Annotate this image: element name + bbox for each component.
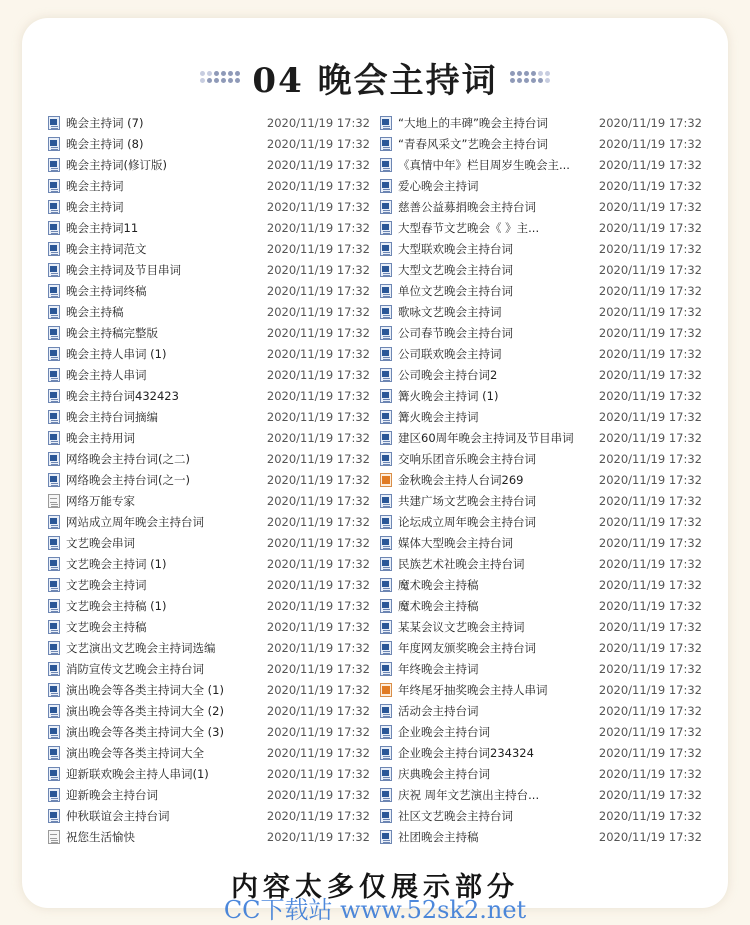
file-name: 社团晚会主持稿 bbox=[398, 829, 479, 844]
file-date-modified: 2020/11/19 17:32 bbox=[266, 619, 370, 634]
file-name: 晚会主持词11 bbox=[66, 220, 139, 235]
file-name: 晚会主持词 bbox=[66, 199, 124, 214]
file-name: 晚会主持人串词 (1) bbox=[66, 346, 167, 361]
word-document-icon bbox=[380, 305, 392, 319]
file-date-modified: 2020/11/19 17:32 bbox=[598, 367, 702, 382]
file-name: 企业晚会主持台词 bbox=[398, 724, 490, 739]
file-name: 文艺晚会主持稿 bbox=[66, 619, 147, 634]
file-row[interactable] bbox=[380, 238, 702, 259]
file-row[interactable] bbox=[48, 385, 370, 406]
file-name: 演出晚会等各类主持词大全 bbox=[66, 745, 204, 760]
word-document-icon bbox=[48, 200, 60, 214]
file-date-modified: 2020/11/19 17:32 bbox=[266, 724, 370, 739]
file-row[interactable] bbox=[48, 133, 370, 154]
word-document-icon bbox=[380, 830, 392, 844]
file-name: 文艺晚会主持稿 (1) bbox=[66, 598, 167, 613]
file-name: 慈善公益募捐晚会主持台词 bbox=[398, 199, 536, 214]
file-row[interactable] bbox=[380, 511, 702, 532]
file-list-right bbox=[380, 112, 702, 847]
file-row[interactable] bbox=[48, 406, 370, 427]
file-row[interactable] bbox=[380, 700, 702, 721]
file-date-modified: 2020/11/19 17:32 bbox=[598, 346, 702, 361]
file-date-modified: 2020/11/19 17:32 bbox=[598, 136, 702, 151]
file-date-modified: 2020/11/19 17:32 bbox=[266, 178, 370, 193]
file-row[interactable] bbox=[48, 532, 370, 553]
word-document-icon bbox=[380, 116, 392, 130]
file-date-modified: 2020/11/19 17:32 bbox=[598, 199, 702, 214]
file-name: 公司晚会主持台词2 bbox=[398, 367, 498, 382]
file-name: 交响乐团音乐晚会主持台词 bbox=[398, 451, 536, 466]
file-date-modified: 2020/11/19 17:32 bbox=[266, 367, 370, 382]
file-date-modified: 2020/11/19 17:32 bbox=[266, 157, 370, 172]
file-name: 文艺晚会主持词 bbox=[66, 577, 147, 592]
file-row[interactable] bbox=[48, 469, 370, 490]
file-date-modified: 2020/11/19 17:32 bbox=[266, 598, 370, 613]
word-document-icon bbox=[48, 662, 60, 676]
file-row[interactable] bbox=[48, 574, 370, 595]
file-name: 活动会主持台词 bbox=[398, 703, 479, 718]
file-row[interactable] bbox=[48, 280, 370, 301]
file-name: 仲秋联谊会主持台词 bbox=[66, 808, 170, 823]
word-document-icon bbox=[380, 431, 392, 445]
file-date-modified: 2020/11/19 17:32 bbox=[266, 388, 370, 403]
file-row[interactable] bbox=[48, 742, 370, 763]
file-row[interactable] bbox=[380, 658, 702, 679]
file-name: 网络晚会主持台词(之二) bbox=[66, 451, 190, 466]
file-date-modified: 2020/11/19 17:32 bbox=[598, 409, 702, 424]
word-document-icon bbox=[380, 767, 392, 781]
file-date-modified: 2020/11/19 17:32 bbox=[266, 514, 370, 529]
file-row[interactable] bbox=[380, 574, 702, 595]
file-name: 魔术晚会主持稿 bbox=[398, 577, 479, 592]
word-document-icon bbox=[48, 641, 60, 655]
file-date-modified: 2020/11/19 17:32 bbox=[598, 220, 702, 235]
word-document-icon bbox=[380, 179, 392, 193]
file-name: 网站成立周年晚会主持台词 bbox=[66, 514, 204, 529]
file-row[interactable] bbox=[380, 322, 702, 343]
file-name: 晚会主持词及节目串词 bbox=[66, 262, 181, 277]
word-document-icon bbox=[48, 788, 60, 802]
file-row[interactable] bbox=[380, 679, 702, 700]
file-name: 大型文艺晚会主持台词 bbox=[398, 262, 513, 277]
word-document-icon bbox=[48, 137, 60, 151]
word-document-icon bbox=[48, 410, 60, 424]
file-date-modified: 2020/11/19 17:32 bbox=[598, 514, 702, 529]
pdf-file-icon bbox=[380, 683, 392, 697]
file-name: 晚会主持词 (8) bbox=[66, 136, 144, 151]
file-row[interactable] bbox=[380, 490, 702, 511]
word-document-icon bbox=[48, 725, 60, 739]
file-date-modified: 2020/11/19 17:32 bbox=[598, 766, 702, 781]
file-row[interactable] bbox=[48, 175, 370, 196]
file-name: 消防宣传文艺晚会主持台词 bbox=[66, 661, 204, 676]
word-document-icon bbox=[48, 116, 60, 130]
word-document-icon bbox=[48, 704, 60, 718]
word-document-icon bbox=[380, 326, 392, 340]
file-name: 公司联欢晚会主持词 bbox=[398, 346, 502, 361]
file-list-left bbox=[48, 112, 370, 847]
file-date-modified: 2020/11/19 17:32 bbox=[266, 577, 370, 592]
file-name: “大地上的丰碑”晚会主持台词 bbox=[398, 115, 548, 130]
word-document-icon bbox=[380, 347, 392, 361]
file-name: 文艺演出文艺晚会主持词选编 bbox=[66, 640, 216, 655]
file-name: 晚会主持稿 bbox=[66, 304, 124, 319]
word-document-icon bbox=[380, 368, 392, 382]
file-name: 迎新联欢晚会主持人串词(1) bbox=[66, 766, 209, 781]
word-document-icon bbox=[48, 368, 60, 382]
word-document-icon bbox=[380, 137, 392, 151]
file-date-modified: 2020/11/19 17:32 bbox=[266, 493, 370, 508]
word-document-icon bbox=[48, 305, 60, 319]
file-name: 迎新晚会主持台词 bbox=[66, 787, 158, 802]
file-date-modified: 2020/11/19 17:32 bbox=[598, 598, 702, 613]
file-row[interactable] bbox=[380, 805, 702, 826]
file-name: 公司春节晚会主持台词 bbox=[398, 325, 513, 340]
file-date-modified: 2020/11/19 17:32 bbox=[598, 724, 702, 739]
file-row[interactable] bbox=[48, 427, 370, 448]
file-date-modified: 2020/11/19 17:32 bbox=[266, 661, 370, 676]
file-date-modified: 2020/11/19 17:32 bbox=[266, 346, 370, 361]
file-row[interactable] bbox=[48, 238, 370, 259]
file-name: 演出晚会等各类主持词大全 (3) bbox=[66, 724, 224, 739]
word-document-icon bbox=[380, 200, 392, 214]
word-document-icon bbox=[48, 158, 60, 172]
file-name: 年度网友颁奖晚会主持台词 bbox=[398, 640, 536, 655]
file-name: 社区文艺晚会主持台词 bbox=[398, 808, 513, 823]
file-date-modified: 2020/11/19 17:32 bbox=[598, 451, 702, 466]
word-document-icon bbox=[380, 599, 392, 613]
file-row[interactable] bbox=[380, 784, 702, 805]
file-name: 民族艺术社晚会主持台词 bbox=[398, 556, 525, 571]
word-document-icon bbox=[48, 284, 60, 298]
file-row[interactable] bbox=[380, 427, 702, 448]
file-row[interactable] bbox=[48, 826, 370, 847]
file-row[interactable] bbox=[380, 259, 702, 280]
file-date-modified: 2020/11/19 17:32 bbox=[598, 703, 702, 718]
file-date-modified: 2020/11/19 17:32 bbox=[598, 472, 702, 487]
file-date-modified: 2020/11/19 17:32 bbox=[266, 703, 370, 718]
file-row[interactable] bbox=[380, 763, 702, 784]
file-row[interactable] bbox=[380, 343, 702, 364]
file-row[interactable] bbox=[380, 595, 702, 616]
file-row[interactable] bbox=[380, 280, 702, 301]
file-name: 网络晚会主持台词(之一) bbox=[66, 472, 190, 487]
file-name: 大型联欢晚会主持台词 bbox=[398, 241, 513, 256]
file-row[interactable] bbox=[48, 805, 370, 826]
word-document-icon bbox=[380, 263, 392, 277]
file-date-modified: 2020/11/19 17:32 bbox=[266, 472, 370, 487]
text-file-icon bbox=[48, 494, 60, 508]
file-date-modified: 2020/11/19 17:32 bbox=[598, 787, 702, 802]
file-date-modified: 2020/11/19 17:32 bbox=[598, 304, 702, 319]
word-document-icon bbox=[48, 452, 60, 466]
file-date-modified: 2020/11/19 17:32 bbox=[598, 535, 702, 550]
file-row[interactable] bbox=[380, 826, 702, 847]
pdf-file-icon bbox=[380, 473, 392, 487]
file-row[interactable] bbox=[48, 217, 370, 238]
file-row[interactable] bbox=[48, 637, 370, 658]
file-date-modified: 2020/11/19 17:32 bbox=[266, 430, 370, 445]
word-document-icon bbox=[48, 620, 60, 634]
file-row[interactable] bbox=[380, 154, 702, 175]
file-date-modified: 2020/11/19 17:32 bbox=[266, 115, 370, 130]
file-row[interactable] bbox=[48, 553, 370, 574]
file-date-modified: 2020/11/19 17:32 bbox=[598, 115, 702, 130]
word-document-icon bbox=[48, 557, 60, 571]
file-name: 庆典晚会主持台词 bbox=[398, 766, 490, 781]
file-name: 论坛成立周年晚会主持台词 bbox=[398, 514, 536, 529]
word-document-icon bbox=[380, 704, 392, 718]
word-document-icon bbox=[48, 515, 60, 529]
site-watermark: CC下载站 www.52sk2.net bbox=[223, 896, 527, 924]
decorative-dots-left bbox=[200, 71, 240, 83]
file-name: 爱心晚会主持词 bbox=[398, 178, 479, 193]
word-document-icon bbox=[48, 536, 60, 550]
file-date-modified: 2020/11/19 17:32 bbox=[266, 766, 370, 781]
file-date-modified: 2020/11/19 17:32 bbox=[598, 262, 702, 277]
file-row[interactable] bbox=[48, 196, 370, 217]
file-date-modified: 2020/11/19 17:32 bbox=[266, 199, 370, 214]
file-date-modified: 2020/11/19 17:32 bbox=[598, 157, 702, 172]
file-date-modified: 2020/11/19 17:32 bbox=[598, 388, 702, 403]
file-date-modified: 2020/11/19 17:32 bbox=[598, 829, 702, 844]
file-date-modified: 2020/11/19 17:32 bbox=[598, 283, 702, 298]
file-date-modified: 2020/11/19 17:32 bbox=[266, 682, 370, 697]
word-document-icon bbox=[48, 473, 60, 487]
file-row[interactable] bbox=[48, 784, 370, 805]
word-document-icon bbox=[48, 599, 60, 613]
file-date-modified: 2020/11/19 17:32 bbox=[598, 745, 702, 760]
word-document-icon bbox=[380, 389, 392, 403]
file-name: 魔术晚会主持稿 bbox=[398, 598, 479, 613]
file-name: 晚会主持词(修订版) bbox=[66, 157, 167, 172]
file-name: 晚会主持用词 bbox=[66, 430, 135, 445]
file-name: 企业晚会主持台词234324 bbox=[398, 745, 534, 760]
file-row[interactable] bbox=[48, 700, 370, 721]
file-row[interactable] bbox=[380, 112, 702, 133]
file-date-modified: 2020/11/19 17:32 bbox=[598, 493, 702, 508]
file-name: 祝您生活愉快 bbox=[66, 829, 135, 844]
file-name: 晚会主持人串词 bbox=[66, 367, 147, 382]
file-row[interactable] bbox=[48, 259, 370, 280]
page-title: 04 晚会主持词 bbox=[252, 60, 498, 101]
file-date-modified: 2020/11/19 17:32 bbox=[266, 829, 370, 844]
file-date-modified: 2020/11/19 17:32 bbox=[266, 304, 370, 319]
word-document-icon bbox=[48, 746, 60, 760]
file-row[interactable] bbox=[48, 301, 370, 322]
file-row[interactable] bbox=[48, 511, 370, 532]
file-row[interactable] bbox=[380, 364, 702, 385]
file-date-modified: 2020/11/19 17:32 bbox=[598, 325, 702, 340]
file-row[interactable] bbox=[48, 322, 370, 343]
file-name: 金秋晚会主持人台词269 bbox=[398, 472, 524, 487]
file-name: 篝火晚会主持词 bbox=[398, 409, 479, 424]
file-row[interactable] bbox=[48, 364, 370, 385]
file-date-modified: 2020/11/19 17:32 bbox=[266, 262, 370, 277]
file-row[interactable] bbox=[48, 154, 370, 175]
file-name: 建区60周年晚会主持词及节目串词 bbox=[398, 430, 574, 445]
file-row[interactable] bbox=[380, 742, 702, 763]
word-document-icon bbox=[48, 326, 60, 340]
file-row[interactable] bbox=[380, 406, 702, 427]
file-row[interactable] bbox=[380, 217, 702, 238]
file-row[interactable] bbox=[48, 490, 370, 511]
file-name: 晚会主持台词摘编 bbox=[66, 409, 158, 424]
word-document-icon bbox=[48, 263, 60, 277]
file-row[interactable] bbox=[380, 385, 702, 406]
footer-caption: 内容太多仅展示部分 bbox=[231, 872, 519, 903]
file-row[interactable] bbox=[380, 301, 702, 322]
decorative-dots-right bbox=[510, 71, 550, 83]
file-row[interactable] bbox=[380, 553, 702, 574]
word-document-icon bbox=[380, 242, 392, 256]
file-date-modified: 2020/11/19 17:32 bbox=[266, 220, 370, 235]
file-row[interactable] bbox=[380, 196, 702, 217]
file-date-modified: 2020/11/19 17:32 bbox=[598, 661, 702, 676]
file-date-modified: 2020/11/19 17:32 bbox=[266, 283, 370, 298]
file-date-modified: 2020/11/19 17:32 bbox=[266, 451, 370, 466]
word-document-icon bbox=[380, 788, 392, 802]
file-name: 晚会主持词范文 bbox=[66, 241, 147, 256]
word-document-icon bbox=[380, 725, 392, 739]
file-row[interactable] bbox=[380, 532, 702, 553]
file-row[interactable] bbox=[380, 637, 702, 658]
word-document-icon bbox=[48, 809, 60, 823]
file-date-modified: 2020/11/19 17:32 bbox=[598, 241, 702, 256]
word-document-icon bbox=[380, 221, 392, 235]
word-document-icon bbox=[380, 284, 392, 298]
word-document-icon bbox=[48, 578, 60, 592]
file-name: 晚会主持稿完整版 bbox=[66, 325, 158, 340]
file-date-modified: 2020/11/19 17:32 bbox=[598, 640, 702, 655]
file-name: 年终尾牙抽奖晚会主持人串词 bbox=[398, 682, 548, 697]
word-document-icon bbox=[380, 536, 392, 550]
file-name: 晚会主持词 (7) bbox=[66, 115, 144, 130]
file-date-modified: 2020/11/19 17:32 bbox=[266, 640, 370, 655]
file-row[interactable] bbox=[380, 448, 702, 469]
word-document-icon bbox=[380, 515, 392, 529]
file-date-modified: 2020/11/19 17:32 bbox=[598, 808, 702, 823]
file-date-modified: 2020/11/19 17:32 bbox=[266, 325, 370, 340]
file-name: 晚会主持词 bbox=[66, 178, 124, 193]
word-document-icon bbox=[48, 389, 60, 403]
file-row[interactable] bbox=[380, 616, 702, 637]
file-row[interactable] bbox=[48, 112, 370, 133]
file-row[interactable] bbox=[48, 343, 370, 364]
word-document-icon bbox=[48, 767, 60, 781]
word-document-icon bbox=[380, 158, 392, 172]
file-row[interactable] bbox=[48, 721, 370, 742]
file-name: 演出晚会等各类主持词大全 (1) bbox=[66, 682, 224, 697]
file-name: 演出晚会等各类主持词大全 (2) bbox=[66, 703, 224, 718]
word-document-icon bbox=[48, 431, 60, 445]
file-name: 歌咏文艺晚会主持词 bbox=[398, 304, 502, 319]
file-date-modified: 2020/11/19 17:32 bbox=[266, 535, 370, 550]
word-document-icon bbox=[380, 809, 392, 823]
word-document-icon bbox=[380, 746, 392, 760]
file-row[interactable] bbox=[380, 175, 702, 196]
file-row[interactable] bbox=[48, 679, 370, 700]
file-name: 单位文艺晚会主持台词 bbox=[398, 283, 513, 298]
title-bar bbox=[0, 52, 750, 102]
file-name: 庆祝 周年文艺演出主持台... bbox=[398, 787, 540, 802]
file-name: 大型春节文艺晚会《 》主... bbox=[398, 220, 540, 235]
file-date-modified: 2020/11/19 17:32 bbox=[266, 241, 370, 256]
file-name: 晚会主持词终稿 bbox=[66, 283, 147, 298]
word-document-icon bbox=[380, 494, 392, 508]
file-date-modified: 2020/11/19 17:32 bbox=[598, 430, 702, 445]
word-document-icon bbox=[48, 683, 60, 697]
file-name: 晚会主持台词432423 bbox=[66, 388, 179, 403]
file-name: 共建广场文艺晚会主持台词 bbox=[398, 493, 536, 508]
word-document-icon bbox=[380, 662, 392, 676]
file-row[interactable] bbox=[48, 763, 370, 784]
word-document-icon bbox=[48, 242, 60, 256]
file-row[interactable] bbox=[380, 721, 702, 742]
file-row[interactable] bbox=[48, 658, 370, 679]
file-row[interactable] bbox=[48, 616, 370, 637]
file-name: 《真情中年》栏目周岁生晚会主... bbox=[398, 157, 570, 172]
file-date-modified: 2020/11/19 17:32 bbox=[266, 745, 370, 760]
file-date-modified: 2020/11/19 17:32 bbox=[598, 619, 702, 634]
file-name: “青春风采文”艺晚会主持台词 bbox=[398, 136, 548, 151]
file-date-modified: 2020/11/19 17:32 bbox=[266, 409, 370, 424]
word-document-icon bbox=[48, 347, 60, 361]
file-date-modified: 2020/11/19 17:32 bbox=[598, 577, 702, 592]
file-date-modified: 2020/11/19 17:32 bbox=[266, 808, 370, 823]
word-document-icon bbox=[48, 179, 60, 193]
file-name: 年终晚会主持词 bbox=[398, 661, 479, 676]
file-date-modified: 2020/11/19 17:32 bbox=[266, 556, 370, 571]
file-date-modified: 2020/11/19 17:32 bbox=[598, 178, 702, 193]
file-date-modified: 2020/11/19 17:32 bbox=[598, 682, 702, 697]
file-date-modified: 2020/11/19 17:32 bbox=[598, 556, 702, 571]
file-row[interactable] bbox=[380, 469, 702, 490]
word-document-icon bbox=[380, 620, 392, 634]
file-row[interactable] bbox=[380, 133, 702, 154]
file-row[interactable] bbox=[48, 448, 370, 469]
word-document-icon bbox=[380, 578, 392, 592]
word-document-icon bbox=[380, 410, 392, 424]
file-name: 篝火晚会主持词 (1) bbox=[398, 388, 499, 403]
file-date-modified: 2020/11/19 17:32 bbox=[266, 787, 370, 802]
file-name: 某某会议文艺晚会主持词 bbox=[398, 619, 525, 634]
file-name: 媒体大型晚会主持台词 bbox=[398, 535, 513, 550]
word-document-icon bbox=[48, 221, 60, 235]
word-document-icon bbox=[380, 557, 392, 571]
word-document-icon bbox=[380, 641, 392, 655]
file-row[interactable] bbox=[48, 595, 370, 616]
file-name: 文艺晚会主持词 (1) bbox=[66, 556, 167, 571]
word-document-icon bbox=[380, 452, 392, 466]
file-name: 网络万能专家 bbox=[66, 493, 135, 508]
text-file-icon bbox=[48, 830, 60, 844]
file-date-modified: 2020/11/19 17:32 bbox=[266, 136, 370, 151]
file-name: 文艺晚会串词 bbox=[66, 535, 135, 550]
